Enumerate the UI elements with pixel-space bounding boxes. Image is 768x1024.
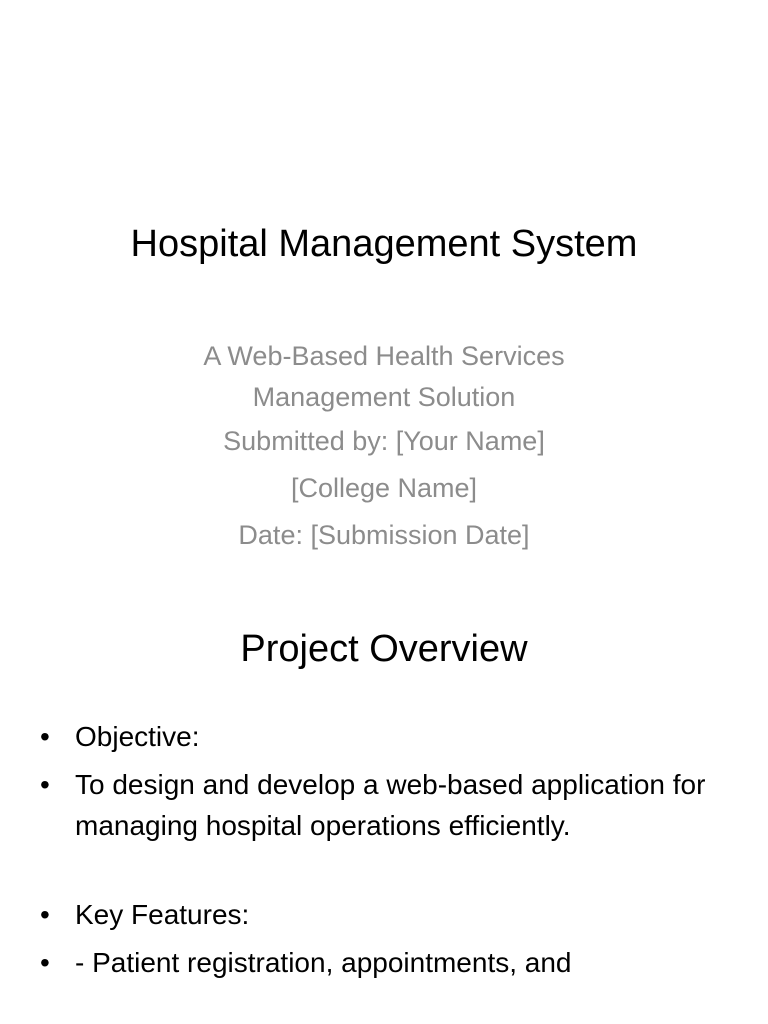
submission-date-text: Date: [Submission Date] [238,520,530,550]
bullet-dot-icon: • [40,947,50,978]
subtitle-tagline-line-2: Management Solution [252,382,516,412]
slide-title: Hospital Management System [130,223,638,265]
bullet-text: To design and develop a web-based application for managing hospital operations efficiently. [75,769,706,841]
slide-subtitle [120,336,648,559]
subtitle-tagline-line-1: A Web-Based Health Services [203,341,565,371]
submitted-by-text: Submitted by: [Your Name] [223,426,545,456]
bullet-item-key-features [40,894,720,935]
bullet-list [40,716,720,990]
bullet-dot-icon: • [40,721,50,752]
bullet-dot-icon: • [40,769,50,800]
section-heading: Project Overview [240,628,528,670]
bullet-text: - Patient registration, appointments, and [75,947,572,978]
bullet-text: Objective: [75,721,200,752]
college-name-text: [College Name] [290,473,478,503]
bullet-item-objective [40,716,720,757]
bullet-text: Key Features: [75,899,250,930]
bullet-dot-icon: • [40,899,50,930]
bullet-item-feature-1 [40,942,720,983]
bullet-item-objective-detail [40,764,720,846]
